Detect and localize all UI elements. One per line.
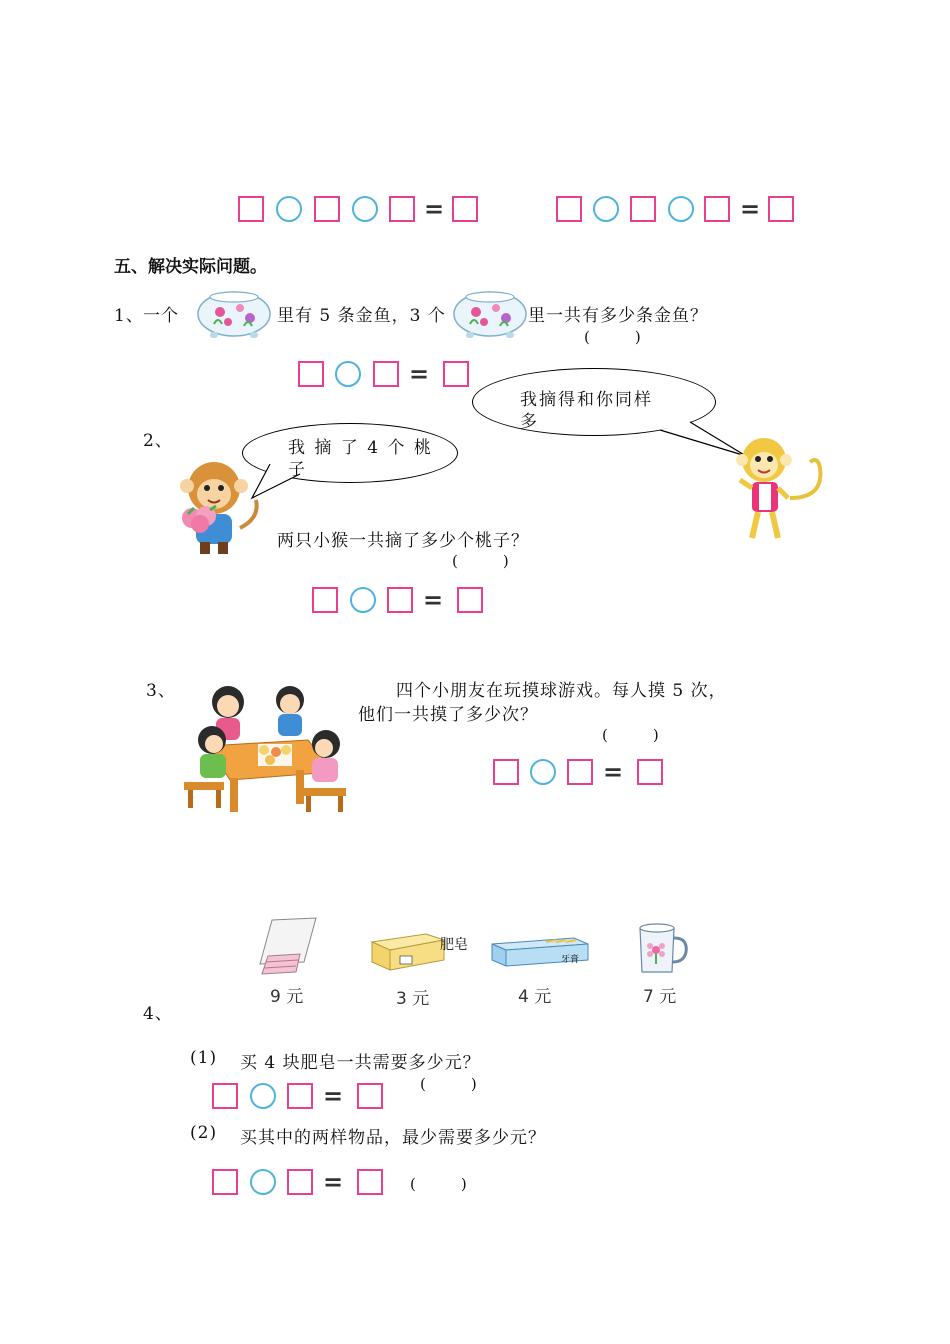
answer-box[interactable] xyxy=(238,196,264,222)
equals-sign: = xyxy=(323,1168,344,1196)
bubble-right-line2: 多 xyxy=(520,412,539,432)
answer-box[interactable] xyxy=(387,587,413,613)
answer-blank[interactable]: ( ) xyxy=(452,552,509,570)
answer-box[interactable] xyxy=(704,196,730,222)
q1-text-c: 里一共有多少条金鱼？ xyxy=(528,306,708,326)
answer-box[interactable] xyxy=(287,1169,313,1195)
answer-box[interactable] xyxy=(298,361,324,387)
toothpaste-price: 4 元 xyxy=(518,987,552,1007)
answer-box[interactable] xyxy=(357,1169,383,1195)
toothpaste-label: 牙膏 xyxy=(561,955,580,965)
answer-blank[interactable]: ( ) xyxy=(410,1175,467,1193)
monkey-with-peaches-icon xyxy=(170,458,262,556)
q2-number: 2、 xyxy=(143,431,173,451)
answer-blank[interactable]: ( ) xyxy=(584,328,641,346)
soap-icon xyxy=(370,930,446,972)
answer-box[interactable] xyxy=(212,1083,238,1109)
answer-box[interactable] xyxy=(389,196,415,222)
bubble-left-line1: 我 摘 了 4 个 桃 xyxy=(288,438,433,458)
operator-circle[interactable] xyxy=(250,1169,276,1195)
answer-box[interactable] xyxy=(314,196,340,222)
operator-circle[interactable] xyxy=(350,587,376,613)
answer-blank[interactable]: ( ) xyxy=(602,726,659,744)
equals-sign: = xyxy=(323,1082,344,1110)
answer-box[interactable] xyxy=(556,196,582,222)
answer-box[interactable] xyxy=(637,759,663,785)
operator-circle[interactable] xyxy=(276,196,302,222)
equals-sign: = xyxy=(424,195,445,223)
bubble-left-line2: 子 xyxy=(288,460,307,480)
q4-number: 4、 xyxy=(143,1004,173,1024)
answer-box[interactable] xyxy=(287,1083,313,1109)
answer-box[interactable] xyxy=(567,759,593,785)
operator-circle[interactable] xyxy=(335,361,361,387)
cup-price: 7 元 xyxy=(643,987,677,1007)
operator-circle[interactable] xyxy=(668,196,694,222)
q2-question: 两只小猴一共摘了多少个桃子？ xyxy=(277,531,529,551)
q1-number: 1、 xyxy=(114,306,144,326)
fishbowl-icon xyxy=(196,288,272,340)
answer-box[interactable] xyxy=(373,361,399,387)
section-heading: 五、解决实际问题。 xyxy=(114,257,267,277)
soap-label: 肥皂 xyxy=(440,937,468,953)
q4-sub1-text: 买 4 块肥皂一共需要多少元？ xyxy=(240,1053,481,1073)
answer-box[interactable] xyxy=(312,587,338,613)
answer-blank[interactable]: ( ) xyxy=(420,1075,477,1093)
q1-text-a: 一个 xyxy=(143,306,179,326)
answer-box[interactable] xyxy=(457,587,483,613)
soap-price: 3 元 xyxy=(396,989,430,1009)
q1-text-b: 里有 5 条金鱼，3 个 xyxy=(277,306,446,326)
answer-box[interactable] xyxy=(443,361,469,387)
q4-sub2-text: 买其中的两样物品，最少需要多少元？ xyxy=(240,1128,546,1148)
operator-circle[interactable] xyxy=(593,196,619,222)
operator-circle[interactable] xyxy=(530,759,556,785)
q3-line1: 四个小朋友在玩摸球游戏。每人摸 5 次， xyxy=(396,681,727,701)
q3-line2: 他们一共摸了多少次？ xyxy=(358,705,538,725)
children-playing-icon xyxy=(178,680,354,814)
equals-sign: = xyxy=(423,586,444,614)
operator-circle[interactable] xyxy=(250,1083,276,1109)
equals-sign: = xyxy=(409,360,430,388)
towel-price: 9 元 xyxy=(270,987,304,1007)
equals-sign: = xyxy=(740,195,761,223)
answer-box[interactable] xyxy=(452,196,478,222)
fishbowl-icon xyxy=(452,288,528,340)
q4-sub1-number: (1) xyxy=(190,1048,218,1068)
answer-box[interactable] xyxy=(493,759,519,785)
answer-box[interactable] xyxy=(630,196,656,222)
q4-sub2-number: (2) xyxy=(190,1123,218,1143)
answer-box[interactable] xyxy=(357,1083,383,1109)
monkey-icon xyxy=(730,432,826,544)
answer-box[interactable] xyxy=(212,1169,238,1195)
bubble-right-line1: 我摘得和你同样 xyxy=(520,390,653,410)
towel-icon xyxy=(258,916,320,976)
operator-circle[interactable] xyxy=(352,196,378,222)
q3-number: 3、 xyxy=(146,681,176,701)
equals-sign: = xyxy=(603,758,624,786)
cup-icon xyxy=(636,922,690,976)
answer-box[interactable] xyxy=(768,196,794,222)
